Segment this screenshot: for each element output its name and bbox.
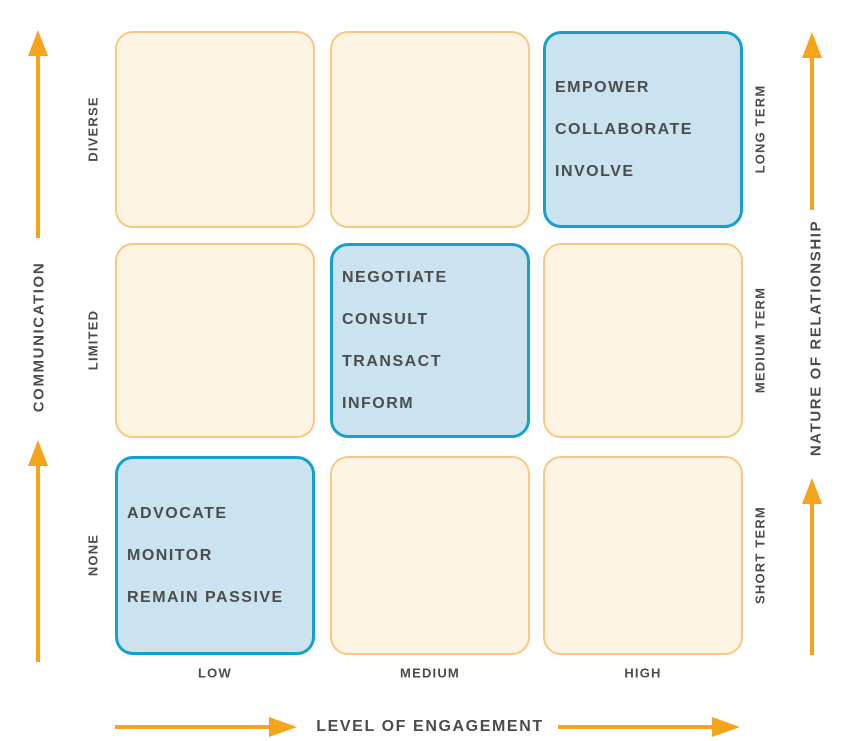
cell-keyword: INFORM [342,394,415,412]
left-axis-label-limited: LIMITED [85,309,101,371]
cell-keyword: ADVOCATE [127,504,228,522]
cell-none-low [115,456,315,655]
cell-keyword: COLLABORATE [555,120,693,138]
cell-diverse-medium [330,31,530,228]
right-axis-label-medium-term: MEDIUM TERM [752,286,768,394]
engagement-axis-right-arrow-right-icon [558,715,740,739]
bottom-axis-label-medium: MEDIUM [400,665,460,681]
cell-limited-high [543,243,743,438]
communication-axis-upper-arrow-up-icon [26,30,50,238]
cell-limited-medium [330,243,530,438]
cell-keyword: INVOLVE [555,162,635,180]
cell-keyword: MONITOR [127,546,213,564]
cell-keyword: NEGOTIATE [342,268,448,286]
left-axis-label-none: NONE [85,533,101,577]
cell-keyword: CONSULT [342,310,429,328]
relationship-axis-upper-arrow-up-icon [800,32,824,210]
left-axis-title: COMMUNICATION [30,261,48,413]
right-axis-title: NATURE OF RELATIONSHIP [807,219,825,457]
cell-keyword: REMAIN PASSIVE [127,588,284,606]
engagement-axis-left-arrow-right-icon [115,715,297,739]
left-axis-label-diverse: DIVERSE [85,96,101,162]
cell-diverse-high [543,31,743,228]
cell-none-high [543,456,743,655]
cell-none-medium [330,456,530,655]
cell-keyword: TRANSACT [342,352,442,370]
right-axis-label-short-term: SHORT TERM [752,506,768,604]
relationship-axis-lower-arrow-up-icon [800,478,824,655]
bottom-axis-label-high: HIGH [624,665,662,681]
right-axis-label-long-term: LONG TERM [752,84,768,174]
cell-diverse-low [115,31,315,228]
bottom-axis-label-low: LOW [198,665,232,681]
cell-keyword: EMPOWER [555,78,650,96]
cell-limited-low [115,243,315,438]
bottom-axis-title: LEVEL OF ENGAGEMENT [316,718,544,735]
communication-axis-lower-arrow-up-icon [26,440,50,662]
